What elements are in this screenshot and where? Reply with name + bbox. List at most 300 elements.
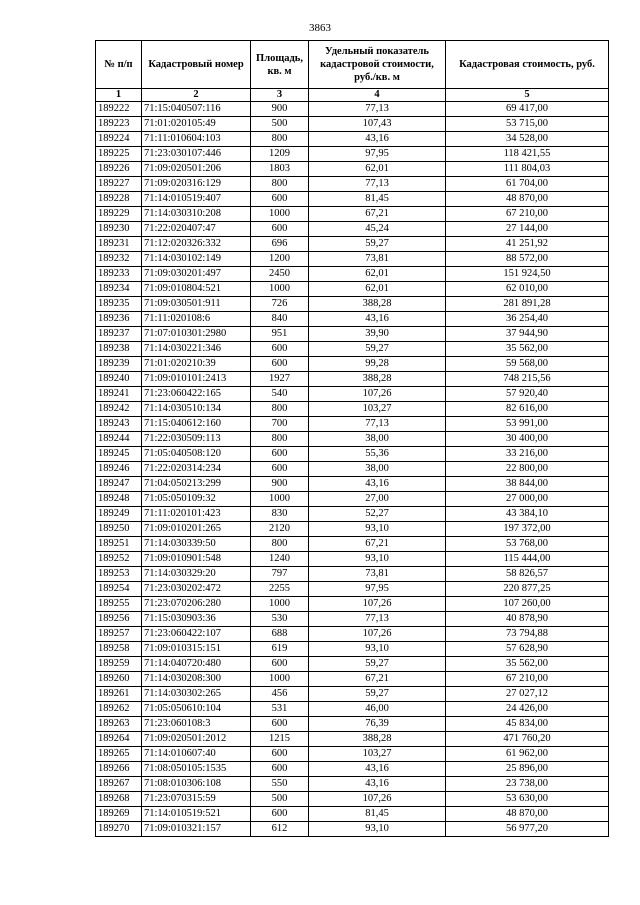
area-cell: 540: [251, 387, 309, 402]
cadastral-number-cell: 71:23:070315:59: [142, 792, 251, 807]
cadastral-value-cell: 43 384,10: [446, 507, 609, 522]
area-cell: 530: [251, 612, 309, 627]
table-row: [96, 822, 609, 837]
row-number-cell: 189245: [96, 447, 142, 462]
area-cell: 2255: [251, 582, 309, 597]
cadastral-value-cell: 151 924,50: [446, 267, 609, 282]
area-cell: 700: [251, 417, 309, 432]
cadastral-number-cell: 71:14:010519:521: [142, 807, 251, 822]
specific-rate-cell: 99,28: [309, 357, 446, 372]
row-number-cell: 189259: [96, 657, 142, 672]
specific-rate-cell: 59,27: [309, 657, 446, 672]
table-row: [96, 807, 609, 822]
area-cell: 600: [251, 762, 309, 777]
table-row: [96, 747, 609, 762]
table-header-row: [96, 41, 609, 89]
cadastral-value-cell: 23 738,00: [446, 777, 609, 792]
cadastral-value-cell: 30 400,00: [446, 432, 609, 447]
specific-rate-cell: 93,10: [309, 522, 446, 537]
table-row: [96, 462, 609, 477]
table-row: [96, 147, 609, 162]
cadastral-number-cell: 71:22:020407:47: [142, 222, 251, 237]
area-cell: 1209: [251, 147, 309, 162]
cadastral-value-cell: 41 251,92: [446, 237, 609, 252]
specific-rate-cell: 62,01: [309, 162, 446, 177]
cadastral-value-cell: 53 991,00: [446, 417, 609, 432]
cadastral-number-cell: 71:11:010604:103: [142, 132, 251, 147]
specific-rate-cell: 81,45: [309, 192, 446, 207]
cadastral-number-cell: 71:15:040507:116: [142, 102, 251, 117]
cadastral-number-cell: 71:09:020501:2012: [142, 732, 251, 747]
specific-rate-cell: 77,13: [309, 102, 446, 117]
table-row: [96, 117, 609, 132]
table-row: [96, 567, 609, 582]
cadastral-value-cell: 35 562,00: [446, 342, 609, 357]
cadastral-value-cell: 61 704,00: [446, 177, 609, 192]
column-number-row: [96, 89, 609, 102]
header-cadastral-value: Кадастровая стоимость, руб.: [446, 41, 609, 89]
cadastral-value-cell: 61 962,00: [446, 747, 609, 762]
cadastral-number-cell: 71:23:030202:472: [142, 582, 251, 597]
table-row: [96, 432, 609, 447]
row-number-cell: 189256: [96, 612, 142, 627]
specific-rate-cell: 77,13: [309, 612, 446, 627]
table-row: [96, 762, 609, 777]
specific-rate-cell: 43,16: [309, 477, 446, 492]
cadastral-value-cell: 57 628,90: [446, 642, 609, 657]
cadastral-number-cell: 71:23:060422:107: [142, 627, 251, 642]
cadastral-number-cell: 71:05:050109:32: [142, 492, 251, 507]
row-number-cell: 189267: [96, 777, 142, 792]
row-number-cell: 189252: [96, 552, 142, 567]
row-number-cell: 189228: [96, 192, 142, 207]
cadastral-value-cell: 67 210,00: [446, 207, 609, 222]
row-number-cell: 189238: [96, 342, 142, 357]
table-row: [96, 477, 609, 492]
row-number-cell: 189254: [96, 582, 142, 597]
table-row: [96, 627, 609, 642]
table-row: [96, 177, 609, 192]
area-cell: 1000: [251, 207, 309, 222]
column-number: 2: [142, 89, 251, 102]
table-row: [96, 402, 609, 417]
cadastral-number-cell: 71:05:040508:120: [142, 447, 251, 462]
area-cell: 600: [251, 192, 309, 207]
row-number-cell: 189268: [96, 792, 142, 807]
table-row: [96, 732, 609, 747]
row-number-cell: 189234: [96, 282, 142, 297]
cadastral-number-cell: 71:23:030107:446: [142, 147, 251, 162]
area-cell: 600: [251, 222, 309, 237]
specific-rate-cell: 73,81: [309, 252, 446, 267]
row-number-cell: 189231: [96, 237, 142, 252]
area-cell: 2450: [251, 267, 309, 282]
cadastral-value-cell: 53 630,00: [446, 792, 609, 807]
table-row: [96, 597, 609, 612]
table-row: [96, 792, 609, 807]
area-cell: 456: [251, 687, 309, 702]
specific-rate-cell: 107,43: [309, 117, 446, 132]
specific-rate-cell: 27,00: [309, 492, 446, 507]
table-row: [96, 282, 609, 297]
row-number-cell: 189262: [96, 702, 142, 717]
header-cadastral-number: Кадастровый номер: [142, 41, 251, 89]
row-number-cell: 189260: [96, 672, 142, 687]
cadastral-value-cell: 58 826,57: [446, 567, 609, 582]
specific-rate-cell: 62,01: [309, 282, 446, 297]
area-cell: 1240: [251, 552, 309, 567]
table-row: [96, 207, 609, 222]
table-row: [96, 342, 609, 357]
table-row: [96, 102, 609, 117]
table-row: [96, 552, 609, 567]
row-number-cell: 189265: [96, 747, 142, 762]
cadastral-number-cell: 71:23:060422:165: [142, 387, 251, 402]
row-number-cell: 189248: [96, 492, 142, 507]
table-row: [96, 612, 609, 627]
header-area: Площадь, кв. м: [251, 41, 309, 89]
cadastral-number-cell: 71:14:030302:265: [142, 687, 251, 702]
area-cell: 797: [251, 567, 309, 582]
column-number: 4: [309, 89, 446, 102]
specific-rate-cell: 103,27: [309, 402, 446, 417]
cadastral-value-cell: 281 891,28: [446, 297, 609, 312]
area-cell: 2120: [251, 522, 309, 537]
cadastral-number-cell: 71:14:030310:208: [142, 207, 251, 222]
row-number-cell: 189251: [96, 537, 142, 552]
area-cell: 840: [251, 312, 309, 327]
area-cell: 726: [251, 297, 309, 312]
cadastral-number-cell: 71:12:020326:332: [142, 237, 251, 252]
area-cell: 800: [251, 537, 309, 552]
table-body: [96, 102, 609, 837]
specific-rate-cell: 107,26: [309, 792, 446, 807]
row-number-cell: 189236: [96, 312, 142, 327]
table-row: [96, 357, 609, 372]
cadastral-value-cell: 82 616,00: [446, 402, 609, 417]
row-number-cell: 189269: [96, 807, 142, 822]
cadastral-number-cell: 71:09:010315:151: [142, 642, 251, 657]
area-cell: 800: [251, 432, 309, 447]
row-number-cell: 189255: [96, 597, 142, 612]
specific-rate-cell: 52,27: [309, 507, 446, 522]
cadastral-value-cell: 48 870,00: [446, 807, 609, 822]
area-cell: 1927: [251, 372, 309, 387]
cadastral-value-table: [95, 40, 609, 837]
specific-rate-cell: 67,21: [309, 207, 446, 222]
cadastral-value-cell: 38 844,00: [446, 477, 609, 492]
cadastral-value-cell: 197 372,00: [446, 522, 609, 537]
specific-rate-cell: 97,95: [309, 147, 446, 162]
cadastral-number-cell: 71:15:040612:160: [142, 417, 251, 432]
cadastral-number-cell: 71:01:020105:49: [142, 117, 251, 132]
cadastral-value-cell: 36 254,40: [446, 312, 609, 327]
specific-rate-cell: 388,28: [309, 732, 446, 747]
row-number-cell: 189230: [96, 222, 142, 237]
column-number: 3: [251, 89, 309, 102]
cadastral-number-cell: 71:11:020108:6: [142, 312, 251, 327]
column-number: 1: [96, 89, 142, 102]
cadastral-value-cell: 111 804,03: [446, 162, 609, 177]
row-number-cell: 189250: [96, 522, 142, 537]
cadastral-number-cell: 71:09:030501:911: [142, 297, 251, 312]
area-cell: 600: [251, 342, 309, 357]
cadastral-value-cell: 471 760,20: [446, 732, 609, 747]
cadastral-value-cell: 62 010,00: [446, 282, 609, 297]
cadastral-number-cell: 71:09:010101:2413: [142, 372, 251, 387]
specific-rate-cell: 388,28: [309, 297, 446, 312]
table-row: [96, 447, 609, 462]
cadastral-value-cell: 53 768,00: [446, 537, 609, 552]
table-row: [96, 657, 609, 672]
specific-rate-cell: 76,39: [309, 717, 446, 732]
cadastral-number-cell: 71:09:010804:521: [142, 282, 251, 297]
cadastral-number-cell: 71:14:030329:20: [142, 567, 251, 582]
area-cell: 696: [251, 237, 309, 252]
cadastral-number-cell: 71:07:010301:2980: [142, 327, 251, 342]
table-row: [96, 492, 609, 507]
row-number-cell: 189233: [96, 267, 142, 282]
specific-rate-cell: 55,36: [309, 447, 446, 462]
cadastral-number-cell: 71:09:030201:497: [142, 267, 251, 282]
cadastral-value-cell: 88 572,00: [446, 252, 609, 267]
table-row: [96, 387, 609, 402]
area-cell: 550: [251, 777, 309, 792]
area-cell: 600: [251, 357, 309, 372]
specific-rate-cell: 77,13: [309, 177, 446, 192]
table-row: [96, 192, 609, 207]
cadastral-value-cell: 45 834,00: [446, 717, 609, 732]
area-cell: 531: [251, 702, 309, 717]
area-cell: 900: [251, 477, 309, 492]
cadastral-value-cell: 57 920,40: [446, 387, 609, 402]
row-number-cell: 189266: [96, 762, 142, 777]
row-number-cell: 189258: [96, 642, 142, 657]
cadastral-value-cell: 73 794,88: [446, 627, 609, 642]
area-cell: 600: [251, 657, 309, 672]
area-cell: 1215: [251, 732, 309, 747]
cadastral-number-cell: 71:09:020316:129: [142, 177, 251, 192]
cadastral-value-cell: 27 027,12: [446, 687, 609, 702]
table-row: [96, 537, 609, 552]
table-row: [96, 717, 609, 732]
cadastral-number-cell: 71:14:030510:134: [142, 402, 251, 417]
table-row: [96, 522, 609, 537]
cadastral-number-cell: 71:22:020314:234: [142, 462, 251, 477]
specific-rate-cell: 77,13: [309, 417, 446, 432]
cadastral-value-cell: 220 877,25: [446, 582, 609, 597]
table-row: [96, 372, 609, 387]
row-number-cell: 189227: [96, 177, 142, 192]
cadastral-number-cell: 71:23:060108:3: [142, 717, 251, 732]
cadastral-number-cell: 71:08:050105:1535: [142, 762, 251, 777]
area-cell: 500: [251, 117, 309, 132]
table-row: [96, 687, 609, 702]
specific-rate-cell: 103,27: [309, 747, 446, 762]
specific-rate-cell: 67,21: [309, 672, 446, 687]
specific-rate-cell: 93,10: [309, 642, 446, 657]
specific-rate-cell: 43,16: [309, 762, 446, 777]
table-row: [96, 327, 609, 342]
table-row: [96, 777, 609, 792]
cadastral-number-cell: 71:08:010306:108: [142, 777, 251, 792]
row-number-cell: 189235: [96, 297, 142, 312]
cadastral-number-cell: 71:05:050610:104: [142, 702, 251, 717]
area-cell: 1000: [251, 282, 309, 297]
area-cell: 500: [251, 792, 309, 807]
cadastral-value-cell: 25 896,00: [446, 762, 609, 777]
row-number-cell: 189253: [96, 567, 142, 582]
cadastral-number-cell: 71:11:020101:423: [142, 507, 251, 522]
cadastral-number-cell: 71:14:030221:346: [142, 342, 251, 357]
specific-rate-cell: 43,16: [309, 312, 446, 327]
specific-rate-cell: 73,81: [309, 567, 446, 582]
cadastral-number-cell: 71:09:010901:548: [142, 552, 251, 567]
cadastral-number-cell: 71:14:030208:300: [142, 672, 251, 687]
cadastral-value-cell: 22 800,00: [446, 462, 609, 477]
table-row: [96, 672, 609, 687]
cadastral-number-cell: 71:14:010519:407: [142, 192, 251, 207]
specific-rate-cell: 388,28: [309, 372, 446, 387]
table-row: [96, 237, 609, 252]
row-number-cell: 189229: [96, 207, 142, 222]
cadastral-value-cell: 67 210,00: [446, 672, 609, 687]
specific-rate-cell: 59,27: [309, 237, 446, 252]
specific-rate-cell: 81,45: [309, 807, 446, 822]
area-cell: 800: [251, 132, 309, 147]
row-number-cell: 189224: [96, 132, 142, 147]
area-cell: 688: [251, 627, 309, 642]
row-number-cell: 189241: [96, 387, 142, 402]
row-number-cell: 189244: [96, 432, 142, 447]
cadastral-value-cell: 48 870,00: [446, 192, 609, 207]
specific-rate-cell: 43,16: [309, 777, 446, 792]
area-cell: 600: [251, 717, 309, 732]
table-row: [96, 642, 609, 657]
row-number-cell: 189240: [96, 372, 142, 387]
row-number-cell: 189249: [96, 507, 142, 522]
table-row: [96, 162, 609, 177]
row-number-cell: 189226: [96, 162, 142, 177]
specific-rate-cell: 107,26: [309, 387, 446, 402]
row-number-cell: 189257: [96, 627, 142, 642]
row-number-cell: 189261: [96, 687, 142, 702]
cadastral-value-cell: 27 000,00: [446, 492, 609, 507]
specific-rate-cell: 93,10: [309, 822, 446, 837]
cadastral-number-cell: 71:14:030339:50: [142, 537, 251, 552]
table-row: [96, 132, 609, 147]
cadastral-value-cell: 53 715,00: [446, 117, 609, 132]
cadastral-number-cell: 71:09:010321:157: [142, 822, 251, 837]
table-row: [96, 507, 609, 522]
row-number-cell: 189247: [96, 477, 142, 492]
area-cell: 612: [251, 822, 309, 837]
area-cell: 600: [251, 807, 309, 822]
table-row: [96, 252, 609, 267]
specific-rate-cell: 45,24: [309, 222, 446, 237]
table-row: [96, 222, 609, 237]
row-number-cell: 189237: [96, 327, 142, 342]
cadastral-value-cell: 33 216,00: [446, 447, 609, 462]
table-row: [96, 312, 609, 327]
table-row: [96, 582, 609, 597]
row-number-cell: 189225: [96, 147, 142, 162]
cadastral-value-cell: 27 144,00: [446, 222, 609, 237]
area-cell: 800: [251, 177, 309, 192]
row-number-cell: 189223: [96, 117, 142, 132]
cadastral-value-cell: 118 421,55: [446, 147, 609, 162]
row-number-cell: 189242: [96, 402, 142, 417]
table-row: [96, 297, 609, 312]
cadastral-number-cell: 71:14:040720:480: [142, 657, 251, 672]
area-cell: 1000: [251, 672, 309, 687]
cadastral-value-cell: 40 878,90: [446, 612, 609, 627]
column-number: 5: [446, 89, 609, 102]
row-number-cell: 189243: [96, 417, 142, 432]
row-number-cell: 189270: [96, 822, 142, 837]
cadastral-number-cell: 71:09:020501:206: [142, 162, 251, 177]
cadastral-value-cell: 69 417,00: [446, 102, 609, 117]
row-number-cell: 189264: [96, 732, 142, 747]
area-cell: 1000: [251, 492, 309, 507]
header-row-number: № п/п: [96, 41, 142, 89]
table-row: [96, 417, 609, 432]
specific-rate-cell: 59,27: [309, 342, 446, 357]
table-row: [96, 702, 609, 717]
cadastral-value-cell: 35 562,00: [446, 657, 609, 672]
row-number-cell: 189232: [96, 252, 142, 267]
specific-rate-cell: 62,01: [309, 267, 446, 282]
row-number-cell: 189246: [96, 462, 142, 477]
row-number-cell: 189239: [96, 357, 142, 372]
cadastral-value-cell: 37 944,90: [446, 327, 609, 342]
area-cell: 600: [251, 447, 309, 462]
cadastral-value-cell: 115 444,00: [446, 552, 609, 567]
specific-rate-cell: 43,16: [309, 132, 446, 147]
cadastral-value-cell: 107 260,00: [446, 597, 609, 612]
area-cell: 619: [251, 642, 309, 657]
specific-rate-cell: 97,95: [309, 582, 446, 597]
area-cell: 951: [251, 327, 309, 342]
cadastral-value-cell: 34 528,00: [446, 132, 609, 147]
cadastral-value-cell: 748 215,56: [446, 372, 609, 387]
table-row: [96, 267, 609, 282]
cadastral-number-cell: 71:23:070206:280: [142, 597, 251, 612]
area-cell: 600: [251, 747, 309, 762]
cadastral-number-cell: 71:15:030903:36: [142, 612, 251, 627]
specific-rate-cell: 38,00: [309, 462, 446, 477]
cadastral-number-cell: 71:09:010201:265: [142, 522, 251, 537]
specific-rate-cell: 59,27: [309, 687, 446, 702]
cadastral-number-cell: 71:22:030509:113: [142, 432, 251, 447]
area-cell: 900: [251, 102, 309, 117]
header-specific-rate: Удельный показатель кадастровой стоимости, руб./кв. м: [309, 41, 446, 89]
cadastral-value-cell: 56 977,20: [446, 822, 609, 837]
area-cell: 1000: [251, 597, 309, 612]
cadastral-number-cell: 71:14:030102:149: [142, 252, 251, 267]
cadastral-number-cell: 71:14:010607:40: [142, 747, 251, 762]
specific-rate-cell: 46,00: [309, 702, 446, 717]
area-cell: 1803: [251, 162, 309, 177]
page-number: 3863: [309, 22, 331, 34]
specific-rate-cell: 39,90: [309, 327, 446, 342]
cadastral-value-cell: 59 568,00: [446, 357, 609, 372]
cadastral-number-cell: 71:04:050213:299: [142, 477, 251, 492]
cadastral-value-cell: 24 426,00: [446, 702, 609, 717]
area-cell: 1200: [251, 252, 309, 267]
area-cell: 830: [251, 507, 309, 522]
specific-rate-cell: 107,26: [309, 627, 446, 642]
